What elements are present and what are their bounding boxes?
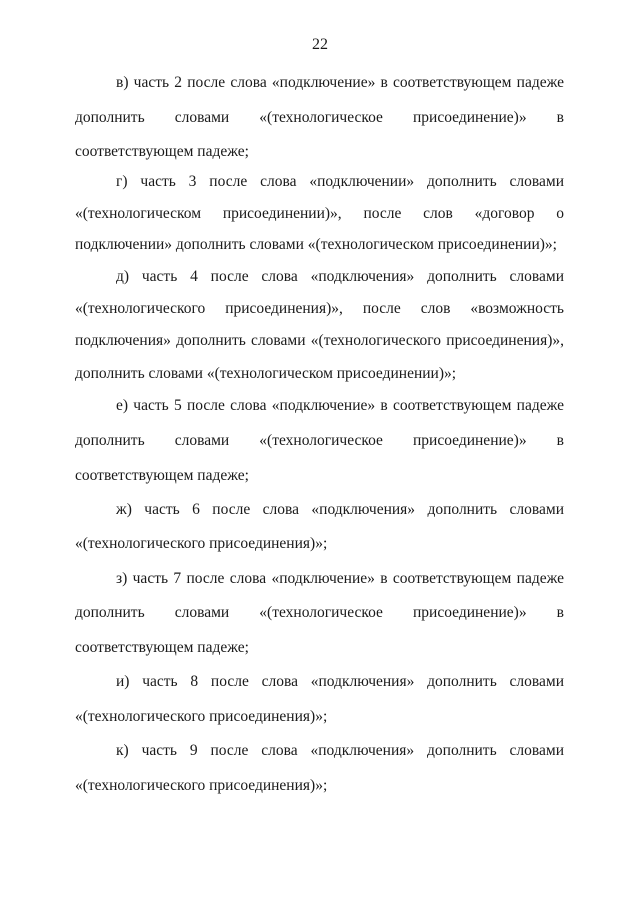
paragraph-k-line-2: «(технологического присоединения)»; xyxy=(75,777,328,794)
paragraph-z-line-3: соответствующем падеже; xyxy=(75,639,249,656)
paragraph-k-line-1: к) часть 9 после слова «подключения» дополнить словами xyxy=(116,742,564,759)
paragraph-zh-line-1: ж) часть 6 после слова «подключения» дополнить словами xyxy=(116,501,564,518)
paragraph-d-line-3: подключения» дополнить словами «(технологического присоединения)», xyxy=(75,332,564,349)
paragraph-g-line-3: подключении» дополнить словами «(технологическом присоединении)»; xyxy=(75,236,557,253)
paragraph-zh-line-2: «(технологического присоединения)»; xyxy=(75,535,328,552)
paragraph-z-line-2: дополнить словами «(технологическое присоединение)» в xyxy=(75,604,564,621)
paragraph-v-line-3: соответствующем падеже; xyxy=(75,143,249,160)
paragraph-e-line-3: соответствующем падеже; xyxy=(75,467,249,484)
paragraph-d-line-1: д) часть 4 после слова «подключения» дополнить словами xyxy=(116,268,564,285)
paragraph-z-line-1: з) часть 7 после слова «подключение» в соответствующем падеже xyxy=(116,570,564,587)
paragraph-i-line-1: и) часть 8 после слова «подключения» дополнить словами xyxy=(116,673,564,690)
paragraph-g-line-2: «(технологическом присоединении)», после слов «договор о xyxy=(75,205,564,222)
paragraph-i-line-2: «(технологического присоединения)»; xyxy=(75,708,328,725)
page-number: 22 xyxy=(312,36,328,53)
paragraph-v-line-2: дополнить словами «(технологическое присоединение)» в xyxy=(75,109,564,126)
paragraph-d-line-2: «(технологического присоединения)», после слов «возможность xyxy=(75,300,564,317)
paragraph-d-line-4: дополнить словами «(технологическом присоединении)»; xyxy=(75,365,457,382)
paragraph-g-line-1: г) часть 3 после слова «подключении» дополнить словами xyxy=(116,173,564,190)
paragraph-v-line-1: в) часть 2 после слова «подключение» в соответствующем падеже xyxy=(116,74,564,91)
paragraph-e-line-2: дополнить словами «(технологическое присоединение)» в xyxy=(75,432,564,449)
paragraph-e-line-1: е) часть 5 после слова «подключение» в соответствующем падеже xyxy=(116,397,564,414)
